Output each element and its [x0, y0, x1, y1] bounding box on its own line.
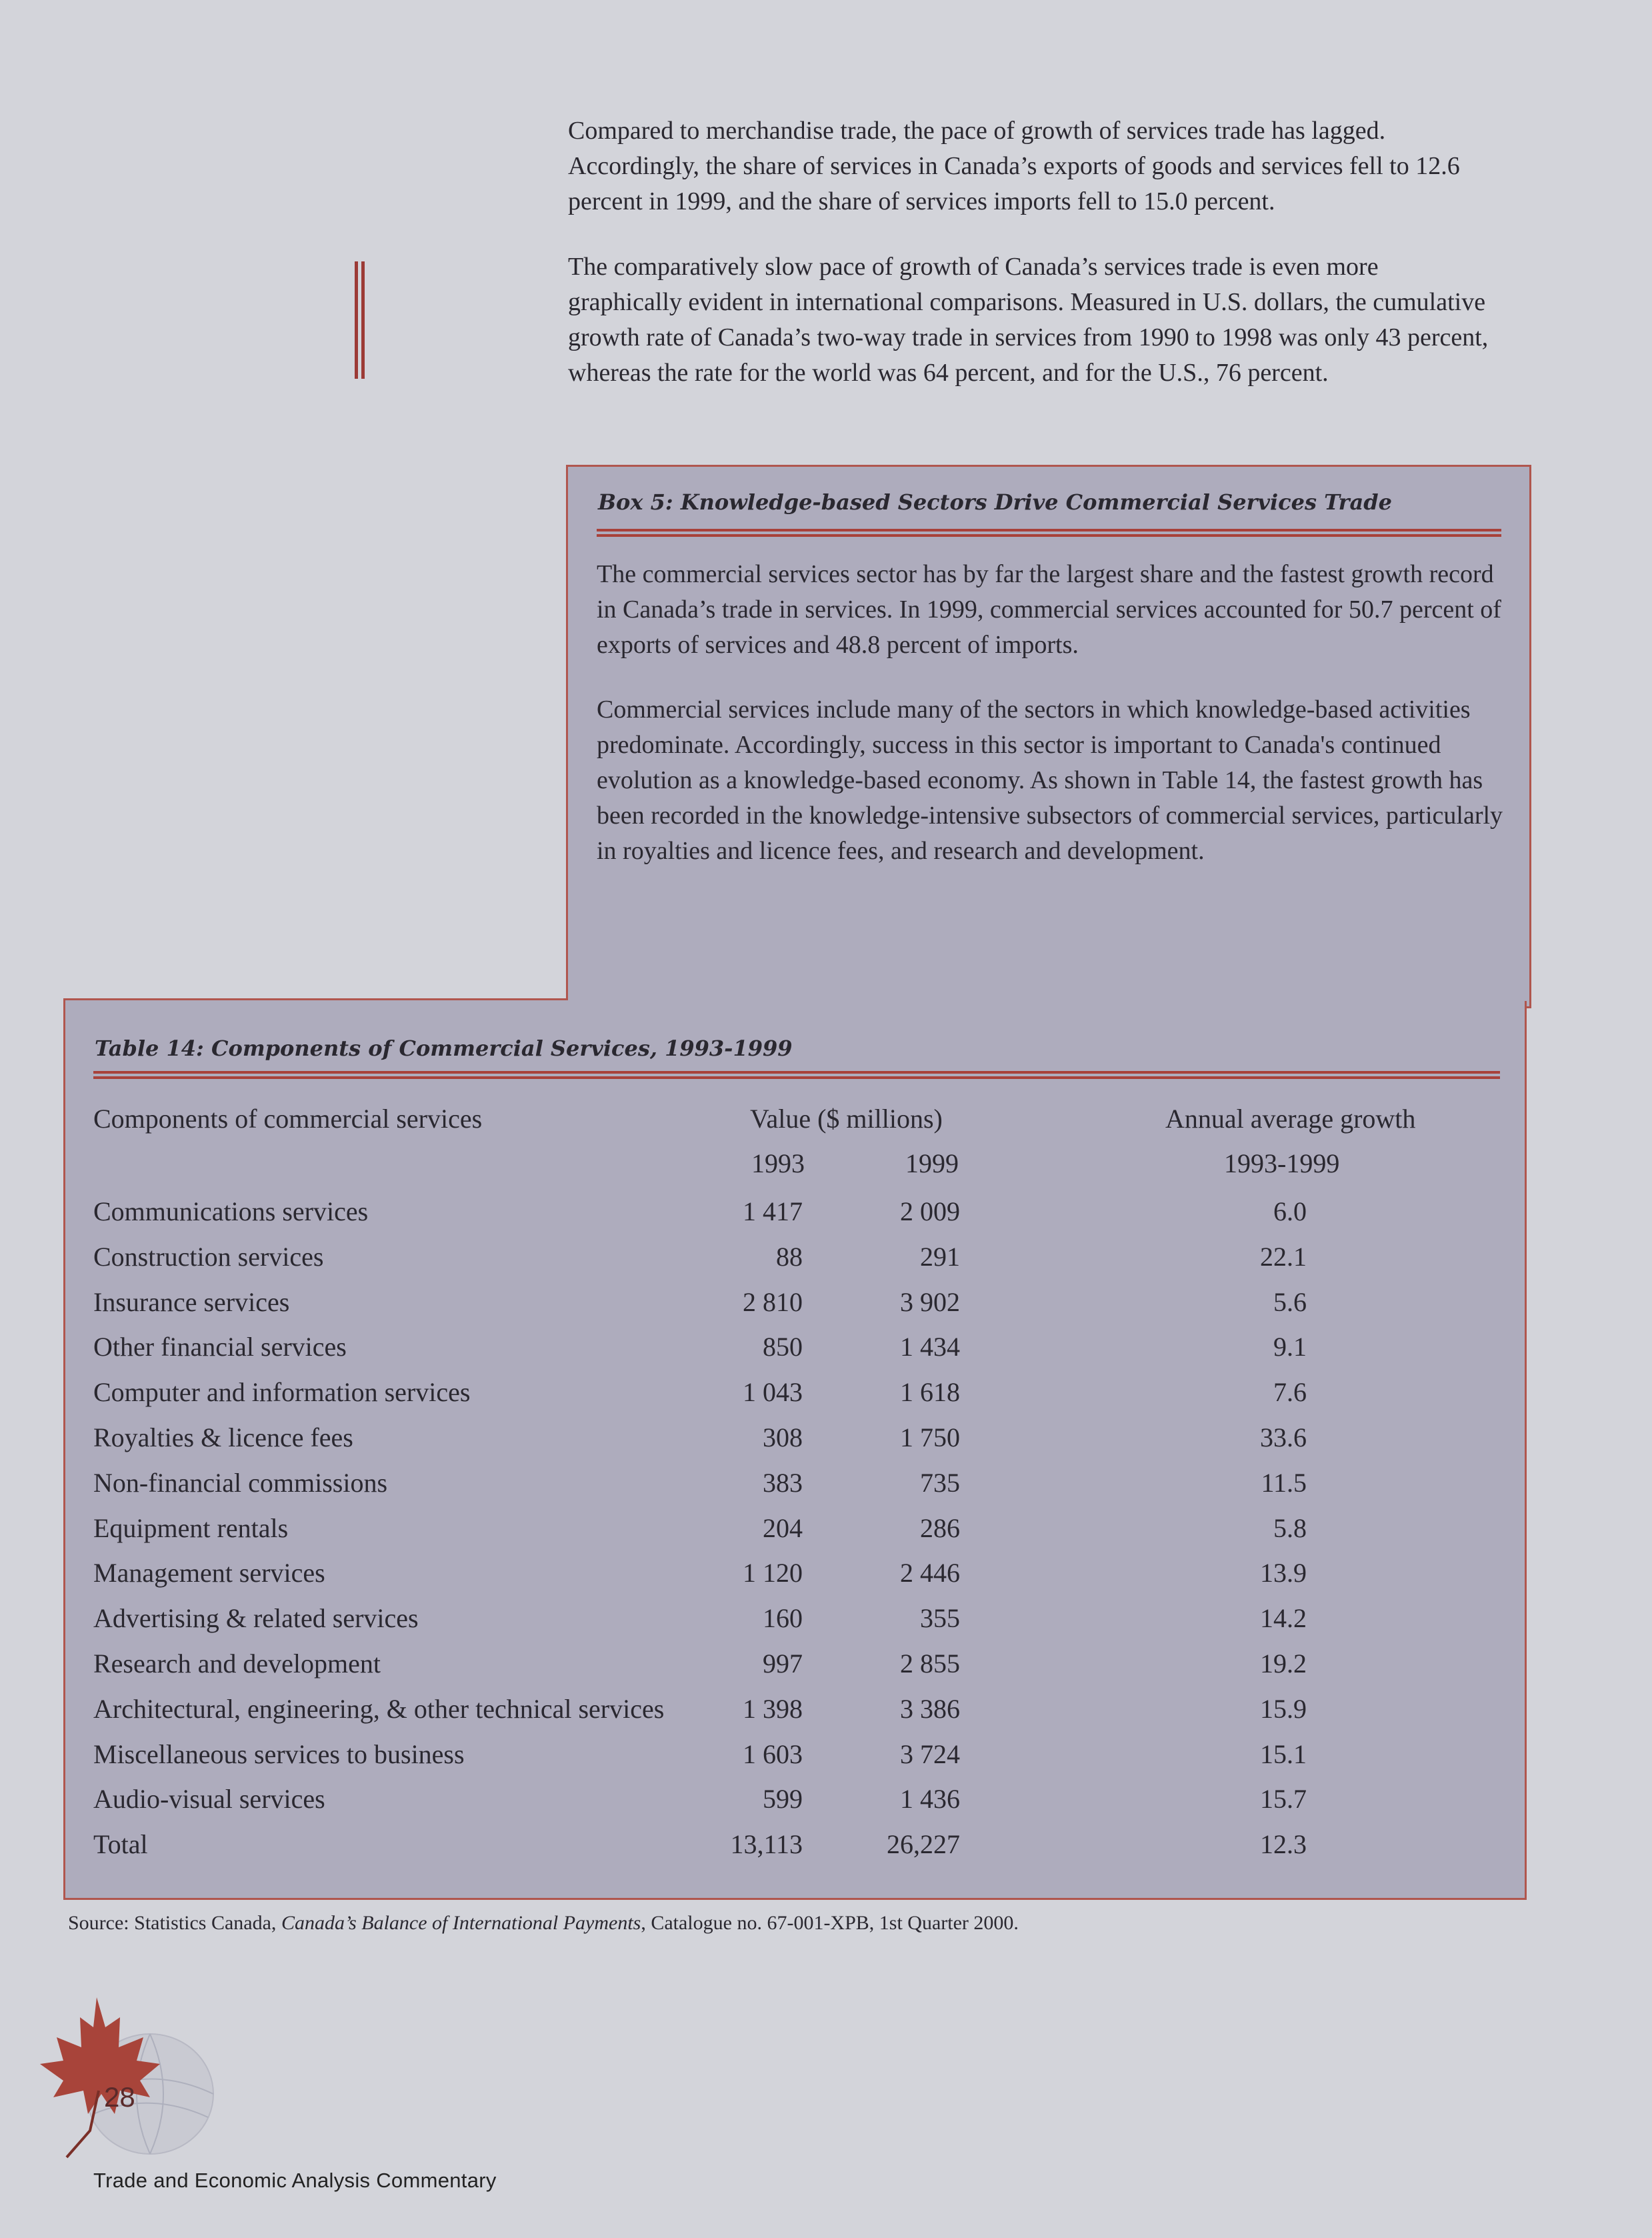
value-1999: 735 — [920, 1467, 960, 1498]
total-label: Total — [93, 1829, 148, 1860]
margin-marker — [355, 261, 365, 379]
value-1999: 1 618 — [900, 1377, 960, 1408]
growth-value: 15.1 — [1260, 1739, 1307, 1769]
table-row — [0, 1239, 1652, 1284]
table-row — [0, 1691, 1652, 1737]
growth-value: 6.0 — [1273, 1196, 1307, 1226]
value-1993: 1 417 — [743, 1196, 803, 1226]
row-label: Management services — [93, 1558, 325, 1588]
column-header-growth: Annual average growth — [1165, 1104, 1416, 1134]
table-row — [0, 1194, 1652, 1239]
total-growth: 12.3 — [1260, 1829, 1307, 1860]
row-label: Advertising & related services — [93, 1603, 419, 1634]
value-1999: 2 855 — [900, 1648, 960, 1678]
value-1993: 1 043 — [743, 1377, 803, 1408]
row-label: Construction services — [93, 1241, 324, 1272]
table-row — [0, 1465, 1652, 1510]
growth-value: 5.8 — [1273, 1512, 1307, 1543]
intro-paragraph-2: The comparatively slow pace of growth of Canada’s services trade is even more graphically evident in international comparisons. Measured in U.S. dollars, the cumulative growth rate of Canada’s two-way trade in services from 1990 to 1998 was only 43 percent, whereas the rate for the world was 64 percent, and for the U.S., 76 percent. — [568, 253, 1489, 387]
table-row — [0, 1510, 1652, 1556]
growth-value: 9.1 — [1273, 1332, 1307, 1362]
box5-paragraph-2: Commercial services include many of the sectors in which knowledge-based activities predominate. Accordingly, success in this sector is important to Canada's continued evolution as a knowledge-based economy. As shown in Table 14, the fastest growth has been recorded in the knowledge-intensive subsectors of commercial services, particularly in royalties and licence fees, and research and development. — [597, 696, 1503, 865]
value-1993: 383 — [763, 1467, 803, 1498]
value-1993: 1 603 — [743, 1739, 803, 1769]
growth-value: 15.9 — [1260, 1693, 1307, 1724]
row-label: Non-financial commissions — [93, 1467, 388, 1498]
value-1999: 291 — [920, 1241, 960, 1272]
footer-title: Trade and Economic Analysis Commentary — [93, 2169, 497, 2192]
value-1999: 2 009 — [900, 1196, 960, 1226]
column-header-1999: 1999 — [905, 1148, 959, 1178]
value-1993: 850 — [763, 1332, 803, 1362]
table-row — [0, 1420, 1652, 1465]
column-header-value: Value ($ millions) — [750, 1104, 943, 1134]
value-1993: 204 — [763, 1512, 803, 1543]
row-label: Architectural, engineering, & other technical services — [93, 1693, 665, 1724]
source-suffix: , Catalogue no. 67-001-XPB, 1st Quarter 2000. — [641, 1912, 1019, 1934]
growth-value: 13.9 — [1260, 1558, 1307, 1588]
growth-value: 11.5 — [1261, 1467, 1307, 1498]
column-header-components: Components of commercial services — [93, 1104, 483, 1134]
box5-heading-rule — [597, 529, 1501, 537]
growth-value: 22.1 — [1260, 1241, 1307, 1272]
row-label: Communications services — [93, 1196, 369, 1226]
row-label: Equipment rentals — [93, 1512, 289, 1543]
source-note — [68, 1911, 1019, 1935]
value-1993: 1 120 — [743, 1558, 803, 1588]
table-row — [0, 1555, 1652, 1600]
table-row — [0, 1737, 1652, 1782]
row-label: Computer and information services — [93, 1377, 471, 1408]
table-row — [0, 1646, 1652, 1691]
table-row — [0, 1600, 1652, 1646]
growth-value: 19.2 — [1260, 1648, 1307, 1678]
growth-value: 7.6 — [1273, 1377, 1307, 1408]
table-total-row — [0, 1827, 1652, 1872]
table14-heading-rule — [93, 1071, 1500, 1079]
value-1993: 1 398 — [743, 1693, 803, 1724]
value-1993: 308 — [763, 1422, 803, 1452]
row-label: Insurance services — [93, 1286, 290, 1317]
total-1993: 13,113 — [730, 1829, 803, 1860]
intro-paragraph-1: Compared to merchandise trade, the pace of growth of services trade has lagged. Accordingly, the share of services in Canada’s exports of goods and services fell to 12.6 percent in 1999, and the share of services imports fell to 15.0 percent. — [568, 117, 1460, 215]
value-1993: 88 — [776, 1241, 803, 1272]
value-1999: 2 446 — [900, 1558, 960, 1588]
growth-value: 14.2 — [1260, 1603, 1307, 1634]
page-number: 28 — [104, 2081, 135, 2113]
source-publication: Canada’s Balance of International Payments — [281, 1912, 641, 1934]
row-label: Other financial services — [93, 1332, 347, 1362]
row-label: Royalties & licence fees — [93, 1422, 353, 1452]
table-row — [0, 1329, 1652, 1374]
table-row — [0, 1781, 1652, 1827]
column-header-1993: 1993 — [751, 1148, 805, 1178]
box5-heading: Box 5: Knowledge-based Sectors Drive Commercial Services Trade — [598, 489, 1392, 515]
growth-value: 33.6 — [1260, 1422, 1307, 1452]
table14-heading: Table 14: Components of Commercial Services, 1993-1999 — [95, 1036, 793, 1061]
value-1993: 160 — [763, 1603, 803, 1634]
row-label: Research and development — [93, 1648, 381, 1678]
column-header-growth-period: 1993-1999 — [1224, 1148, 1340, 1178]
maple-leaf-globe-icon — [27, 1991, 227, 2164]
value-1993: 2 810 — [743, 1286, 803, 1317]
value-1999: 286 — [920, 1512, 960, 1543]
value-1999: 355 — [920, 1603, 960, 1634]
growth-value: 15.7 — [1260, 1784, 1307, 1815]
value-1999: 1 436 — [900, 1784, 960, 1815]
value-1999: 3 386 — [900, 1693, 960, 1724]
row-label: Audio-visual services — [93, 1784, 325, 1815]
value-1993: 599 — [763, 1784, 803, 1815]
table14-body — [0, 1194, 1652, 1872]
source-prefix: Source: Statistics Canada, — [68, 1912, 281, 1934]
total-1999: 26,227 — [887, 1829, 960, 1860]
table-row — [0, 1374, 1652, 1420]
row-label: Miscellaneous services to business — [93, 1739, 465, 1769]
value-1999: 1 434 — [900, 1332, 960, 1362]
table-row — [0, 1284, 1652, 1330]
growth-value: 5.6 — [1273, 1286, 1307, 1317]
value-1999: 1 750 — [900, 1422, 960, 1452]
box5-paragraph-1: The commercial services sector has by far the largest share and the fastest growth record in Canada’s trade in services. In 1999, commercial services accounted for 50.7 percent of exports of services and 48.8 percent of imports. — [597, 560, 1501, 659]
value-1993: 997 — [763, 1648, 803, 1678]
value-1999: 3 902 — [900, 1286, 960, 1317]
value-1999: 3 724 — [900, 1739, 960, 1769]
